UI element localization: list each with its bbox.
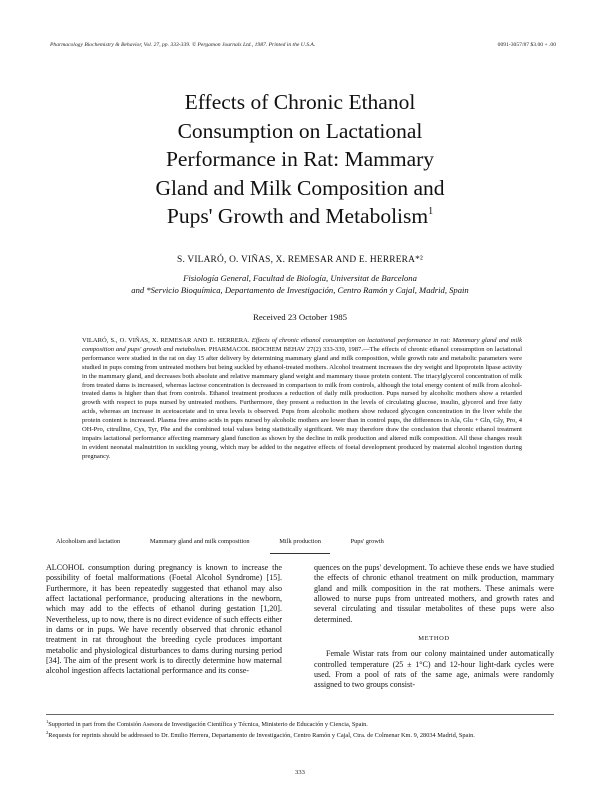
issn-price: 0091-3057/87 $3.00 + .00 [497,42,556,48]
article-title [60,88,540,231]
footnote-1-text: Supported in part from the Comisión Asesora de Investigación Científica y Técnica, Ministerio de Educación y Ciencia, Spain. [48,721,368,729]
footnote-2 [46,729,554,740]
abstract-citation-journal: PHARMACOL BIOCHEM BEHAV 27(2) 333-339, 1987. [208,345,363,353]
section-divider [270,553,330,554]
title-line-1: Effects of Chronic Ethanol [184,90,416,114]
title-line-5: Pups' Growth and Metabolism [166,204,429,228]
keyword: Mammary gland and milk composition [149,538,250,545]
running-head [50,42,556,48]
affiliation-line-1: Fisiología General, Facultad de Biología, Universitat de Barcelona [183,273,417,283]
title-line-4: Gland and Milk Composition and [155,175,445,200]
method-paragraph: Female Wistar rats from our colony maintained under automatically controlled temperature (25 ± 1°C) and 12-hour light-dark cycles were used. From a pool of rats of the same age, animals were randomly assigned to two groups consist- [314,649,554,690]
affiliations [40,272,560,296]
footnote-2-text: Requests for reprints should be addressed to Dr. Emilio Herrera, Departamento de Investigación, Centro Ramón y Cajal, Ctra. de Colmenar Km. 9, 28034 Madrid, Spain. [48,732,475,740]
footnote-1 [46,718,554,729]
footnote-1-mark: 1 [46,719,49,724]
keywords [56,538,412,545]
keyword: Alcoholism and lactation [56,538,121,545]
title-footnote-mark: 1 [428,206,434,217]
body-column-right [314,563,554,691]
keyword: Milk production [279,538,321,545]
journal-citation: Pharmacology Biochemistry & Behavior, Vol. 27, pp. 333-339. © Pergamon Journals Ltd., 1987. Printed in the U.S.A. [50,42,316,48]
footnotes [46,714,554,740]
title-line-3: Performance in Rat: Mammary [165,147,435,171]
body-column-left [46,563,282,677]
received-date: Received 23 October 1985 [252,312,348,322]
affiliation-line-2: and *Servicio Bioquímica, Departamento de Investigación, Centro Ramón y Cajal, Madrid, Spain [131,285,469,295]
abstract [82,337,522,462]
intro-paragraph: ALCOHOL consumption during pregnancy is known to increase the possibility of foetal malformations (Foetal Alcohol Syndrome) [15]. Furthermore, it has been repeatedly suggested that ethanol may also affect lactational performance, producing alterations in the newborn, which may add to the effects of ethanol during gestation [1,20]. Nevertheless, up to now, there is no direct evidence of such effects either in dams or in pups. We have recently observed that chronic ethanol treatment in rat throughout the breeding cycle produces important metabolic and physiological disturbances to dams during nursing period [34]. The aim of the present work is to directly determine how maternal alcohol ingestion affects lactational performance and its conse- [46,563,282,676]
page-number: 333 [295,769,305,776]
footnote-2-mark: 2 [46,730,49,736]
keyword: Pups' growth [350,538,384,545]
method-heading: METHOD [418,635,450,643]
abstract-body: —The effects of chronic ethanol consumption on lactational performance were studied in the rat on day 15 after delivery by determining mammary gland and milk composition, while growth rate and metabolic parameters were studied in pups coming from untreated mothers but being suckled by ethanol-treated mothers. Alcohol treatment increases the dry weight and lipoprotein lipase activity in the mammary gland, and decreases both absolute and relative mammary gland weight and mammary tissue protein content. The triacylglycerol concentration of milk from treated dams is increased, whereas lactose concentration is decreased in comparison to milk from controls, although the total energy content of milk from alcohol-treated dams is higher than that from controls. Ethanol treatment produces a reduction of daily milk production. Pups nursed by alcoholic mothers show a retarded growth with respect to pups nursed by untreated mothers. Furthermore, they present a reduction in the levels of circulating glucose, insulin, glycerol and free fatty acids, whereas an increase in acetoacetate and in urea levels is observed. Pups from alcoholic mothers show reduced glycogen concentration in the liver while the protein content is increased. Plasma free amino acids in pups nursed by alcoholic mothers are lower than in control pups, the differences in Ala, Glu + Gln, Gly, Pro, 4 OH-Pro, citrulline, Cys, Tyr, Phe and the combined total values being statistically significant. We may therefore draw the conclusion that chronic ethanol treatment impairs lactational performance affecting mammary gland function as shown by the decline in milk production and altered milk composition. All these changes result in evident neonatal malnutrition in suckling young, which may be added to the negative effects of foetal development produced by maternal alcohol ingestion during pregnancy. [82,345,523,460]
title-line-2: Consumption on Lactational [177,118,423,143]
intro-paragraph-continued: quences on the pups' development. To achieve these ends we have studied the effects of chronic ethanol treatment on milk production, mammary gland and milk composition in the rat mothers. These animals were allowed to nurse pups from untreated mothers, and growth rates and several circulating and tissular metabolites of these pups were also determined. [314,563,554,624]
abstract-citation-title: Effects of chronic ethanol consumption on lactational performance in rat: Mammary gland and milk composition and pups' growth and metabolism. [82,337,523,353]
abstract-citation-authors: VILARÓ, S., O. VIÑAS, X. REMESAR AND E. HERRERA. [82,337,250,344]
author-list: S. VILARÓ, O. VIÑAS, X. REMESAR AND E. HERRERA*² [177,255,423,265]
